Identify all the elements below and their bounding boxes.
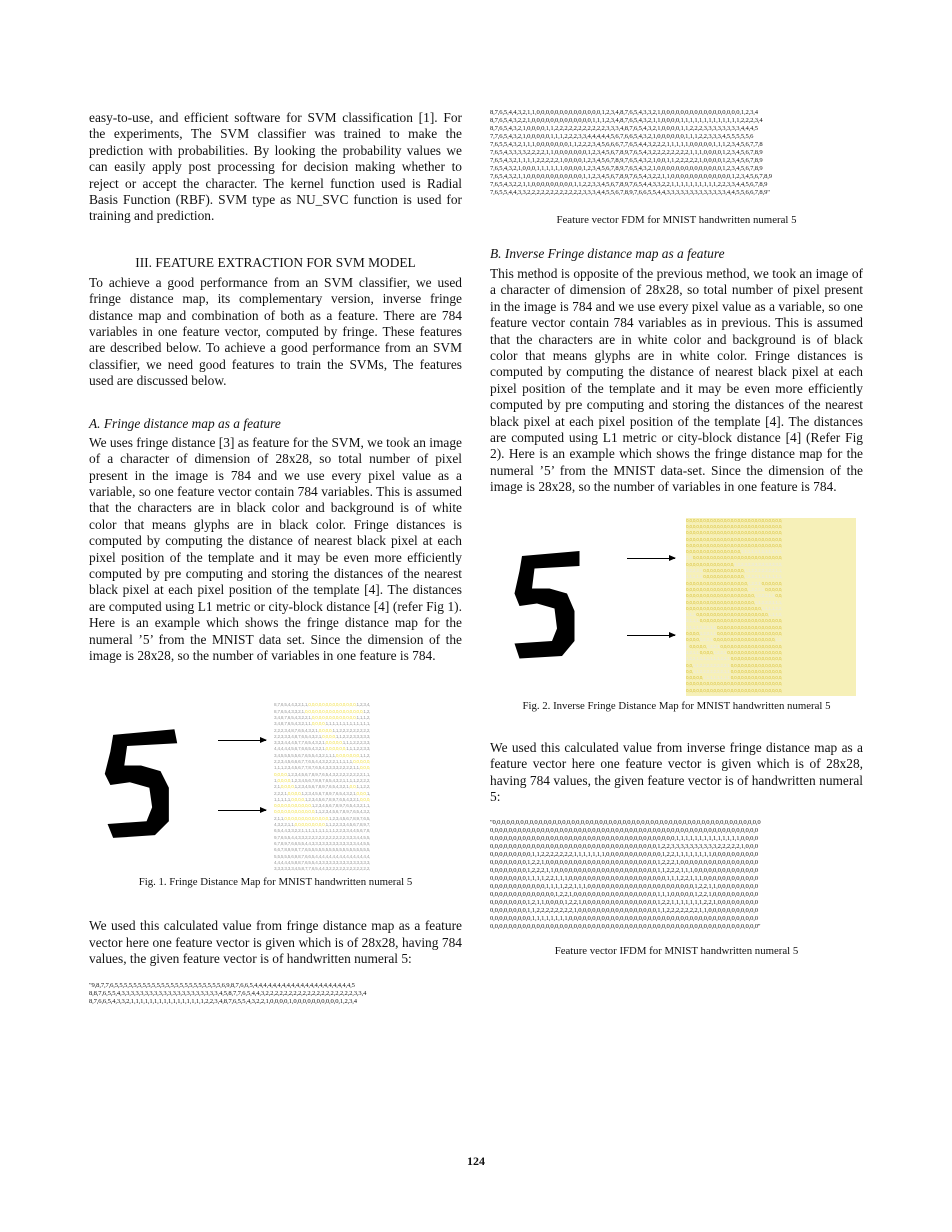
vector-line: 0,0,0,0,0,0,0,0,1,1,1,1,2,2,1,1,1,0,0,0,0,0,0,0,0,0,0,0,0,0,0,0,0,0,0,0,0,0,1,1,1,2,2,1,1,1,0,0,0,0,0,0,0,0,0,0,0,0 [490, 875, 758, 883]
vector-line: 0,0,0,0,0,0,0,0,0,0,0,0,0,0,0,0,0,0,0,0,0,0,0,0,0,0,0,0,0,0,0,0,0,0,0,0,0,0,0,0,0,0,0,0,0,0,0,0,0,0,0,0,0,0,0,0,0,0" [490, 923, 761, 931]
map-row: 0,0,0,0,0,0,0,0,0,0,0,0,0,0,0,0,0,0,0,0,0,0,0,0,0,0,0,0, [686, 687, 783, 693]
map-row: 4,4,4,4,4,5,8,8,7,6,5,5,4,3,3,3,3,3,3,3,3,3,3,3,3,3,3,3, [274, 859, 371, 865]
vector-line: 8,7,6,6,5,4,3,3,2,1,1,1,1,1,1,1,1,1,1,1,1,1,1,1,1,2,2,3,4,8,7,6,5,5,4,3,2,2,1,0,0,0,0,1,0,0,0,0,0,0,0,0,0,0,1,2,3,4 [89, 997, 357, 1005]
digit-five-glyph [512, 550, 582, 662]
map-row: 0,0,0,0,0,0,0,0,0,0,0,0,0,0,0,0,0,0,0,0,0,0,0,0,0,0,0,0, [686, 523, 783, 529]
inverse-fringe-distance-map [686, 518, 856, 696]
subsection-a-heading: A. Fringe distance map as a feature [89, 415, 281, 431]
map-row: 1,1,1,1,2,2,1,1,1,0,0,0,0,0,0,0,0,0,0,0,0,0,0,0,0,0,0,0, [686, 624, 783, 630]
map-row: 5,5,5,5,5,6,9,8,7,6,6,5,4,4,4,4,4,4,4,4,4,4,4,4,4,4,4,4, [274, 853, 371, 859]
ifdm-vector [490, 819, 863, 931]
map-row: 9,7,6,5,5,4,4,3,3,2,2,2,2,2,2,2,2,2,2,2,2,3,3,3,4,4,5,5, [274, 834, 371, 840]
map-row: 2,1,0,0,0,0,1,2,3,4,5,6,7,8,9,7,6,5,4,3,2,1,0,0,1,1,2,2, [274, 784, 371, 790]
map-row: 0,0,0,0,0,1,1,1,1,1,1,1,1,0,0,0,0,0,0,0,0,0,0,0,0,0,0,0, [686, 675, 783, 681]
section-heading: III. FEATURE EXTRACTION FOR SVM MODEL [135, 254, 416, 270]
map-row: 1,1,1,2,3,4,5,6,7,7,8,7,6,5,4,3,3,3,3,2,2,2,2,1,1,0,0,0, [274, 765, 371, 771]
figure-2 [490, 518, 863, 698]
map-row: 6,6,7,8,9,9,8,7,7,6,5,5,5,5,5,5,5,5,5,5,5,5,5,5,5,5,5,5, [274, 847, 371, 853]
map-row: 0,0,0,0,0,0,0,0,0,0,0,0,0,0,0,0,0,0,0,0,0,0,0,0,0,0,0,0, [686, 681, 783, 687]
figure-1-caption: Fig. 1. Fringe Distance Map for MNIST handwritten numeral 5 [138, 876, 413, 889]
section-paragraph: To achieve a good performance from an SVM classifier, we used fringe distance map, its complementary version, inverse fringe distance map and combination of both as a feature. There are 784 variables in one feature vector, computed by fringe. These features are described below. To achieve a good performance from an SVM classifier, we need good features to train the SVMs, The features used are discussed below. [89, 274, 462, 389]
vector-line: 7,6,5,4,3,2,1,1,1,1,2,2,2,2,2,1,0,0,0,0,1,2,3,4,5,6,7,8,9,7,6,5,4,3,2,1,0,0,1,1,2,2,2,2,2,1,0,0,0,0,1,2,3,4,5,6,7,8,9 [490, 157, 763, 164]
map-row: 0,0,0,0,0,0,0,0,0,0,0,0,0,0,0,0,0,0,0,0,1,2,2,2,1,1,0,0, [686, 593, 783, 599]
map-row: 8,7,6,5,4,4,3,2,1,1,0,0,0,0,0,0,0,0,0,0,0,0,0,0,1,2,3,4, [274, 702, 371, 708]
vector-line: 0,0,0,0,0,0,0,0,0,0,0,0,0,0,1,2,2,1,0,0,0,0,0,0,0,0,0,0,0,0,0,0,0,0,0,0,1,1,1,0,0,0,0,0,1,2,2,1,0,0,0,0,0,0,0,0,0,0 [490, 891, 758, 899]
subsection-b-paragraph: This method is opposite of the previous method, we took an image of a character of dimension of 28x28, so total number of pixel present in the image is 784 and we use every pixel value as a variable, so one feature vector contain 784 variables as in previous. This is assumed that the characters are in white color and background is of black color that means glyphs are in white color. Fringe distances is computed by computing the distance of nearest black pixel at each pixel position of the template and it may be even more efficiently computed by pre computing and storing the distances of the nearest black pixel at each pixel position of the template [4]. The distances are computed using L1 metric or city-block distance [4] (Refer Fig 2). Here is an example which shows the fringe distance map for the numeral ’5’ from the MNIST data-set. Since the dimension of the image is 28x28, so the number of variables in one feature is 784. [490, 266, 863, 495]
vector-line: 7,6,5,5,4,4,3,3,2,2,2,2,2,2,2,2,2,2,2,2,3,3,3,4,4,5,5,6,7,8,9,7,6,6,5,5,4,4,3,3,3,3,3,3,3,3,3,3,3,3,3,4,4,5,5,6,6,7,8,9" [490, 189, 770, 196]
vector-line: 0,0,0,0,0,0,0,0,0,0,0,0,0,0,0,0,0,0,0,0,0,0,0,0,0,0,0,0,0,0,0,0,0,0,0,0,1,2,2,3,3,3,3,3,3,3,3,3,3,2,2,2,2,2,1,0,0,0 [490, 843, 758, 851]
fdm-vector-end [490, 109, 863, 197]
map-row: 0,0,0,0,0,0,0,0,0,0,0,0,0,0,1,2,2,3,3,3,3,3,3,3,3,3,3,2, [686, 561, 783, 567]
vector-line: "9,8,7,7,6,5,5,5,5,5,5,5,5,5,5,5,5,5,5,5,5,5,5,5,5,5,5,5,6,9,8,7,6,6,5,4,4,4,4,4,4,4,4,4,4,4,4,4,4,4,4,4,4,4,4,4,5 [89, 981, 355, 989]
vector-line: "0,0,0,0,0,0,0,0,0,0,0,0,0,0,0,0,0,0,0,0,0,0,0,0,0,0,0,0,0,0,0,0,0,0,0,0,0,0,0,0,0,0,0,0,0,0,0,0,0,0,0,0,0,0,0,0,0,0 [490, 819, 761, 827]
vector-line: 8,7,6,5,4,4,3,2,1,1,0,0,0,0,0,0,0,0,0,0,0,0,0,0,1,2,3,4,8,7,6,5,4,3,3,2,1,0,0,0,0,0,0,0,0,0,0,0,0,0,0,0,0,0,1,2,3,4 [490, 109, 758, 116]
vector-line: 7,6,5,4,3,3,3,3,2,2,2,2,1,1,0,0,0,0,0,0,0,1,2,3,4,5,6,7,8,9,7,6,5,4,3,2,2,2,2,2,2,2,2,1,1,1,0,0,0,0,1,2,3,4,5,6,7,8,9 [490, 149, 763, 156]
map-row: 2,1,1,0,0,0,0,0,0,0,0,0,0,0,0,0,1,2,3,4,5,6,7,8,9,7,6,5, [274, 815, 371, 821]
map-row: 1,0,0,0,0,0,1,2,2,1,0,0,0,0,0,0,0,0,0,0,0,0,0,0,0,0,0,0, [686, 643, 783, 649]
vector-line: 7,6,5,4,3,2,2,1,1,0,0,0,0,0,0,0,0,0,1,1,2,2,3,3,4,5,6,7,8,9,7,6,5,4,4,3,3,2,2,1,1,1,1,1,1,1,1,1,1,2,2,3,3,4,4,5,6,7,8,9 [490, 181, 768, 188]
map-row: 2,2,2,3,4,8,7,6,5,4,3,2,1,0,0,0,0,1,1,2,2,2,2,2,2,2,2,2, [274, 727, 371, 733]
map-row: 0,0,1,1,2,2,2,2,2,2,2,1,1,0,0,0,0,0,0,0,0,0,0,0,0,0,0,0, [686, 668, 783, 674]
map-row: 0,0,0,0,0,0,0,0,0,0,0,0,0,0,0,0,0,0,0,0,0,0,0,0,0,0,0,0, [686, 517, 783, 523]
digit-five-glyph [102, 729, 180, 841]
vector-line: 7,6,5,4,3,2,1,1,0,0,0,0,0,0,0,0,0,0,0,0,1,1,2,3,4,5,6,7,8,9,7,6,5,4,3,2,2,1,1,0,0,0,0,0,0,0,0,0,0,0,0,0,1,2,3,4,5,6,7,8,9 [490, 173, 772, 180]
map-row: 0,0,0,0,0,0,0,0,0,0,0,0,0,0,0,0,1,1,1,1,1,1,1,1,1,1,1,1, [686, 549, 783, 555]
vector-line: 8,7,6,5,4,3,2,1,0,0,0,0,1,1,2,2,2,2,2,2,2,2,2,2,2,3,3,3,4,8,7,6,5,4,3,2,1,0,0,0,0,1,1,2,2,2,3,3,3,3,3,3,3,3,4,4,4,5 [490, 125, 758, 132]
vector-line: 0,0,0,0,0,0,0,0,0,0,0,0,0,0,0,0,0,0,0,0,0,0,0,0,0,0,0,0,0,0,0,0,0,0,0,0,0,0,0,0,0,0,0,0,0,0,0,0,0,0,0,0,0,0,0,0,0,0 [490, 827, 758, 835]
map-row: 0,0,0,0,1,2,2,1,1,0,0,0,0,0,0,0,0,0,0,0,0,0,0,0,0,0,0,0, [686, 631, 783, 637]
map-row: 3,4,8,7,6,5,4,3,2,1,1,0,0,0,0,1,1,1,1,1,1,1,1,1,1,1,1,1, [274, 721, 371, 727]
map-row: 0,0,0,0,0,0,0,0,0,0,0,0,0,0,0,0,0,0,0,0,0,0,1,1,1,1,2,2, [686, 605, 783, 611]
map-row: 0,0,0,0,1,2,3,4,5,6,7,8,9,7,6,5,4,3,2,2,2,2,2,2,2,2,1,1, [274, 771, 371, 777]
fdm-paragraph: We used this calculated value from fringe distance map as a feature vector here one feature vector is given which is of 28x28, having 784 values, the given feature vector is of handwritten numeral 5: [89, 918, 462, 967]
vector-line: 7,6,5,4,3,2,1,0,0,0,1,1,1,1,1,1,0,0,0,0,1,2,3,4,5,6,7,8,9,7,6,5,4,3,2,1,0,0,0,0,0,0,0,0,0,0,0,0,0,0,1,2,3,4,5,6,7,8,9 [490, 165, 763, 172]
right-column [490, 109, 863, 957]
map-row: 0,0,0,0,0,0,0,0,0,0,0,0,0,0,0,0,0,0,0,0,0,0,0,0,0,0,0,0, [686, 542, 783, 548]
map-row: 0,0,0,0,0,0,0,0,0,0,0,0,0,0,0,0,0,0,0,0,1,1,2,2,2,1,1,1, [686, 599, 783, 605]
arrow-right-icon [218, 740, 266, 741]
map-row: 1,1,1,1,1,0,0,0,0,1,2,3,4,5,6,7,8,9,7,6,5,4,3,2,1,0,0,0, [274, 796, 371, 802]
map-row: 0,0,0,0,0,0,0,0,0,0,0,0,0,0,0,0,0,0,1,2,2,2,1,0,0,0,0,0, [686, 586, 783, 592]
map-row: 3,4,8,7,6,5,4,3,2,2,1,0,0,0,0,0,0,0,0,0,0,0,0,0,1,1,1,2, [274, 714, 371, 720]
figure-1 [89, 702, 462, 872]
map-row: 2,2,3,3,3,4,8,7,6,5,4,3,2,1,0,0,0,0,1,1,2,2,2,3,3,3,3,3, [274, 733, 371, 739]
map-row: 0,0,0,0,0,0,0,0,0,0,0,0,0,0,0,0,0,0,1,2,2,1,0,0,0,0,0,0, [686, 580, 783, 586]
vector-line: 0,0,0,0,0,0,0,0,0,0,0,0,0,0,0,0,0,0,0,0,0,0,0,0,0,0,0,0,0,0,0,0,0,0,0,0,0,0,0,0,1,1,1,1,1,1,1,1,1,1,1,1,1,1,0,0,0,0 [490, 835, 758, 843]
map-row: 2,1,1,1,0,0,0,0,0,0,0,0,0,0,0,0,0,0,0,0,0,0,0,0,0,0,0,0, [686, 618, 783, 624]
map-row: 3,3,3,4,4,4,5,7,7,6,5,4,3,2,1,0,0,0,0,0,1,1,1,2,2,2,3,3, [274, 740, 371, 746]
map-row: 0,0,1,1,2,2,2,2,2,2,2,2,1,0,0,0,0,0,0,0,0,0,0,0,0,0,0,0, [686, 662, 783, 668]
vector-line: 0,0,0,0,0,0,0,0,0,1,1,1,1,1,1,1,1,0,0,0,0,0,0,0,0,0,0,0,0,0,0,0,0,0,0,0,0,0,0,0,0,0,0,0,0,0,0,0,0,0,0,0,0,0,0,0,0,0 [490, 915, 758, 923]
map-row: 2,2,2,1,0,0,0,0,1,2,3,4,5,6,7,8,9,7,6,5,4,3,2,1,0,0,0,1, [274, 790, 371, 796]
map-row: 4,3,2,2,1,1,0,0,0,0,0,0,0,0,0,1,1,2,2,3,3,4,5,6,7,8,9,7, [274, 822, 371, 828]
arrow-right-icon [627, 558, 675, 559]
map-row: 4,4,4,4,4,5,6,7,6,6,5,4,3,2,1,0,0,0,0,0,0,1,1,1,2,2,3,3, [274, 746, 371, 752]
subsection-a-paragraph: We uses fringe distance [3] as feature for the SVM, we took an image of a character of dimension of 28x28, so total number of pixel present in the image is 784 and we use every pixel value as a variable, so one feature vector contain 784 variables. This is assumed that the characters are in black color and background is of white color that means glyphs are in black color. Fringe distances is computed by computing the distance of nearest black pixel at each pixel position of the template and it may be even more efficiently computed by pre computing and storing the distances of the nearest black pixel at each pixel position of the template [4]. The distances are computed using L1 metric or city-block distance [4] (refer Fig 1). Here is an example which shows the fringe distance map for the numeral ’5’ from the MNIST data set. Since the dimension of the image is 28x28, so the number of variables in one feature is 784. [89, 434, 462, 663]
map-row: 0,0,0,0,0,0,0,0,0,0,0,0,0,0,0,0,0,0,0,0,0,0,0,0,0,0,0,0, [686, 536, 783, 542]
ifdm-vector-caption: Feature vector IFDM for MNIST handwritten numeral 5 [554, 945, 799, 958]
vector-line: 0,0,0,0,0,0,0,0,1,1,2,2,2,2,2,2,2,2,1,0,0,0,0,0,0,0,0,0,0,0,0,0,0,0,0,0,1,1,2,2,2,2,2,2,2,1,1,0,0,0,0,0,0,0,0,0,0,0 [490, 907, 758, 915]
map-row: 2,2,2,2,1,0,0,0,0,0,0,0,0,0,0,0,0,1,1,2,2,2,2,2,2,2,1,1, [686, 568, 783, 574]
ifdm-paragraph: We used this calculated value from inverse fringe distance map as a feature vector here one feature vector is given which is of 28x28, having 784 values, the given feature vector is of handwritten numeral 5: [490, 739, 863, 804]
map-row: 6,7,8,9,7,6,6,5,5,4,4,3,3,3,3,3,3,3,3,3,3,3,3,3,4,4,5,5, [274, 840, 371, 846]
left-column [89, 110, 462, 1006]
map-row: 2,2,3,4,5,6,6,6,7,7,6,5,4,4,3,2,2,2,1,1,1,1,1,0,0,0,0,0, [274, 759, 371, 765]
page-number: 124 [467, 1154, 485, 1168]
fringe-distance-map [274, 702, 434, 872]
map-row: 8,7,6,5,4,3,3,2,1,0,0,0,0,0,0,0,0,0,0,0,0,0,0,0,0,0,1,2, [274, 708, 371, 714]
map-row: 0,0,0,0,1,2,2,1,0,0,0,0,0,0,0,0,0,0,0,0,0,0,0,0,0,0,1,1, [686, 637, 783, 643]
map-row: 1,1,1,0,0,0,0,0,0,0,0,0,0,0,0,0,0,0,0,0,0,0,0,0,1,1,1,2, [686, 612, 783, 618]
fdm-vector-caption: Feature vector FDM for MNIST handwritten numeral 5 [556, 214, 797, 226]
map-row: 3,3,3,3,3,3,4,5,8,7,7,6,5,4,4,3,2,2,2,2,2,2,2,2,2,2,2,2, [274, 866, 371, 872]
map-row: 3,4,5,5,5,5,5,6,7,6,5,5,4,3,2,1,1,1,0,0,0,0,0,0,0,1,1,2, [274, 752, 371, 758]
map-row: 1,0,0,0,0,1,2,3,4,5,6,7,8,9,7,6,5,4,3,2,1,1,1,1,2,2,2,2, [274, 777, 371, 783]
arrow-right-icon [218, 810, 266, 811]
vector-line: 7,6,5,5,4,3,2,1,1,1,0,0,0,0,0,0,0,1,1,2,2,2,3,4,5,6,6,6,7,7,6,5,4,4,3,2,2,2,1,1,1,1,1,0,0,0,0,0,1,1,1,2,3,4,5,6,7,7,8 [490, 141, 763, 148]
vector-line: 7,7,6,5,4,3,2,1,0,0,0,0,0,1,1,1,2,2,2,3,3,4,4,4,4,4,5,6,7,6,6,5,4,3,2,1,0,0,0,0,0,0,1,1,1,2,2,3,3,3,4,5,5,5,5,5,6 [490, 133, 754, 140]
arrow-right-icon [627, 635, 675, 636]
map-row: 0,0,0,0,0,0,0,0,0,0,0,1,2,3,4,5,6,7,8,9,7,6,5,4,3,2,1,1, [274, 803, 371, 809]
figure-2-caption: Fig. 2. Inverse Fringe Distance Map for MNIST handwritten numeral 5 [522, 699, 831, 712]
intro-paragraph: easy-to-use, and efficient software for SVM classification [1]. For the experiments, The SVM classifier was trained to make the prediction with probabilities. By looking the probability values we can easily apply post processing for decision making whether to reject or accept the character. The kernel function used is Radial Basis Function (RBF). SVM type as NU_SVC function is used for training and prediction. [89, 110, 462, 224]
vector-line: 0,0,0,0,0,0,0,0,1,2,2,1,0,0,0,0,0,0,0,0,0,0,0,0,0,0,0,0,0,0,0,0,0,0,0,0,1,2,2,2,1,0,0,0,0,0,0,0,0,0,0,0,0,0,0,0,0,0 [490, 859, 758, 867]
map-row: 0,0,0,0,0,0,0,0,0,0,0,0,0,0,0,0,0,0,0,0,0,0,0,0,0,0,0,0, [686, 530, 783, 536]
map-row: 1,2,2,1,1,1,1,1,1,1,2,2,1,0,0,0,0,0,0,0,0,0,0,0,0,0,0,0, [686, 656, 783, 662]
vector-line: 0,0,0,0,0,0,0,0,0,0,0,0,1,1,1,1,2,2,1,1,1,0,0,0,0,0,0,0,0,0,0,0,0,0,0,0,0,0,0,0,0,0,0,0,1,2,2,1,1,0,0,0,0,0,0,0,0,0 [490, 883, 758, 891]
vector-line: 0,0,0,0,0,0,0,0,1,2,1,1,0,0,0,0,1,2,2,1,0,0,0,0,0,0,0,0,0,0,0,0,0,0,0,0,1,2,2,1,1,1,1,1,1,1,2,2,1,0,0,0,0,0,0,0,0,0 [490, 899, 758, 907]
fdm-vector-start [89, 982, 462, 1006]
subsection-b-heading: B. Inverse Fringe distance map as a feature [490, 246, 725, 261]
map-row: 1,2,1,1,0,0,0,0,1,2,2,1,0,0,0,0,0,0,0,0,0,0,0,0,0,0,0,0, [686, 649, 783, 655]
vector-line: 8,8,7,6,5,5,4,3,3,3,3,3,3,3,3,3,3,3,3,3,3,3,3,3,3,3,3,3,4,5,8,7,7,6,5,4,4,3,2,2,2,2,2,2,2,2,2,2,2,2,2,2,2,2,2,2,2,3,3,4 [89, 989, 367, 997]
map-row: 1,1,1,1,1,0,0,0,0,0,0,0,0,0,0,0,0,1,2,2,1,1,1,1,1,1,1,1, [686, 574, 783, 580]
map-row: 0,0,0,0,0,0,0,0,0,0,0,0,1,1,2,3,4,5,6,7,8,9,7,6,5,4,3,2, [274, 809, 371, 815]
vector-line: 8,7,6,5,4,3,2,2,1,0,0,0,0,0,0,0,0,0,0,0,0,0,1,1,1,2,3,4,8,7,6,5,4,3,2,1,1,0,0,0,0,1,1,1,1,1,1,1,1,1,1,1,1,1,2,2,2,3,4 [490, 117, 763, 124]
vector-line: 0,0,0,0,0,0,0,0,0,1,1,2,2,2,2,2,2,2,1,1,1,1,1,1,1,0,0,0,0,0,0,0,0,0,0,0,0,1,2,2,1,1,1,1,1,1,1,1,0,0,0,0,0,0,0,0,0,0 [490, 851, 758, 859]
vector-line: 0,0,0,0,0,0,0,0,1,2,2,2,1,1,0,0,0,0,0,0,0,0,0,0,0,0,0,0,0,0,0,0,0,0,0,0,1,1,2,2,2,1,1,1,0,0,0,0,0,0,0,0,0,0,0,0,0,0 [490, 867, 758, 875]
map-row: 6,5,4,4,3,3,2,2,1,1,1,1,1,1,1,1,1,1,2,2,3,3,4,4,5,6,7,8, [274, 828, 371, 834]
map-row: 1,1,0,0,0,0,0,0,0,0,0,0,0,0,0,0,0,0,0,0,0,0,0,0,0,0,0,0, [686, 555, 783, 561]
